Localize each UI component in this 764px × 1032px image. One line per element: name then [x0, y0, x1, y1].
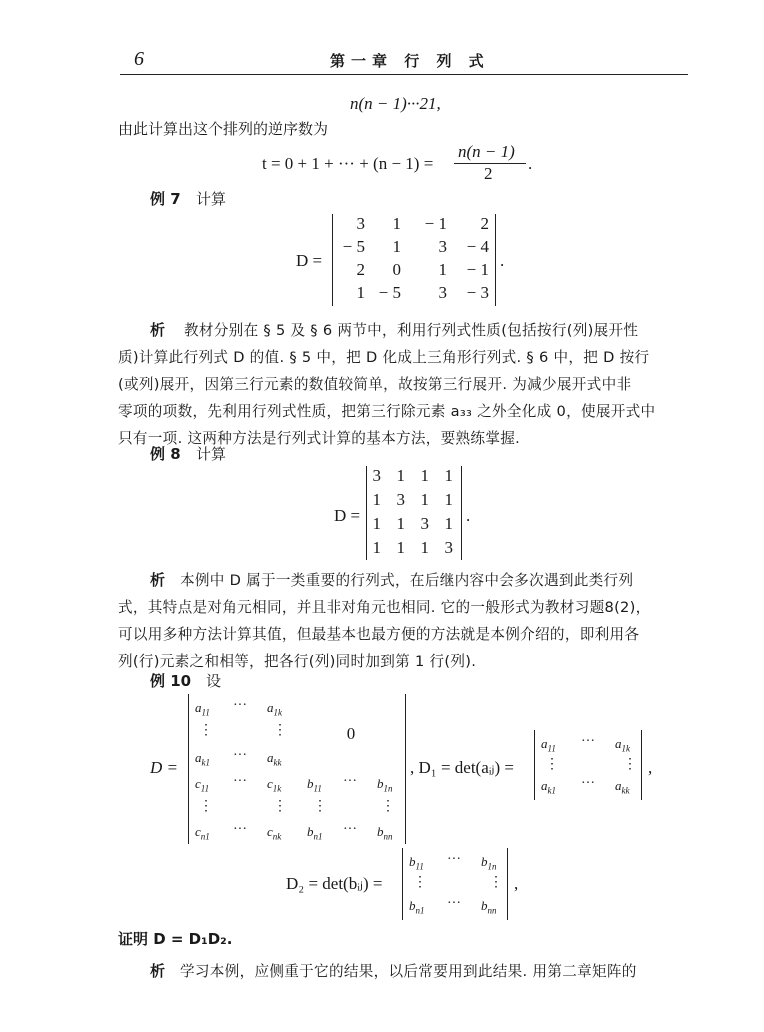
- entry-a1k: $a_{1k}$: [267, 700, 282, 718]
- analysis-10-text: [118, 958, 700, 985]
- h-dots: ···: [581, 734, 595, 749]
- det7-cell: 1: [356, 283, 365, 302]
- det7-cell: 2: [356, 260, 365, 279]
- d2-definition: D₂ = det(bᵢⱼ) =: [286, 874, 383, 893]
- det8-cell: 1: [444, 466, 453, 485]
- h-dots: ···: [233, 774, 247, 789]
- det8-cell: 1: [372, 514, 381, 533]
- entry-bn1: $b_{n1}$: [409, 898, 425, 916]
- permutation-line: n(n − 1)···21,: [350, 94, 441, 113]
- det8-cell: 3: [396, 490, 405, 509]
- text-line: 只有一项. 这两种方法是行列式计算的基本方法，要熟练掌握.: [118, 430, 521, 447]
- entry-ak1: $a_{k1}$: [195, 750, 210, 768]
- d1-determinant: [534, 730, 642, 800]
- d1-definition: , D₁ = det(aᵢⱼ) =: [410, 758, 515, 777]
- entry-cn1: $c_{n1}$: [195, 824, 210, 842]
- example-10-verb: 设: [206, 672, 222, 690]
- h-dots: ···: [343, 822, 357, 837]
- example-8-determinant: [366, 466, 462, 560]
- entry-a11: $a_{11}$: [541, 736, 556, 754]
- entry-b11: $b_{11}$: [409, 854, 424, 872]
- text-line: 质)计算此行列式 D 的值. § 5 中，把 D 化成上三角形行列式. § 6 中，把 D 按行: [118, 349, 650, 366]
- entry-a11: $a_{11}$: [195, 700, 210, 718]
- entry-a1k: $a_{1k}$: [615, 736, 630, 754]
- entry-cnk: $c_{nk}$: [267, 824, 282, 842]
- example-8-verb: 计算: [196, 445, 227, 463]
- det7-cell: − 1: [424, 214, 447, 233]
- v-dots: ⋮: [545, 757, 559, 772]
- entry-bnn: $b_{nn}$: [377, 824, 393, 842]
- text-line: 学习本例，应侧重于它的结果，以后常要用到此结果. 用第二章矩阵的: [180, 963, 637, 980]
- det8-cell: 1: [420, 466, 429, 485]
- det8-cell: 3: [372, 466, 381, 485]
- det8-cell: 3: [420, 514, 429, 533]
- det7-cell: 1: [392, 214, 401, 233]
- running-head: 第一章 行 列 式: [330, 52, 490, 70]
- det8-cell: 3: [444, 538, 453, 557]
- example-7-verb: 计算: [196, 190, 227, 208]
- entry-c11: $c_{11}$: [195, 776, 210, 794]
- v-dots: ⋮: [413, 875, 427, 890]
- example-7-determinant: [332, 214, 496, 306]
- det8-cell: 1: [420, 538, 429, 557]
- d1-comma: ,: [648, 758, 653, 777]
- det8-cell: 1: [444, 490, 453, 509]
- det7-cell: 3: [356, 214, 365, 233]
- det8-cell: 1: [396, 514, 405, 533]
- header-rule: [120, 74, 688, 75]
- h-dots: ···: [447, 896, 461, 911]
- entry-akk: $a_{kk}$: [615, 778, 630, 796]
- det7-cell: 3: [438, 237, 447, 256]
- block-determinant: [188, 694, 406, 844]
- d2-comma: ,: [514, 874, 519, 893]
- text-line: 教材分别在 § 5 及 § 6 两节中，利用行列式性质(包括按行(列)展开性: [184, 322, 639, 339]
- inversion-formula: t = 0 + 1 + ··· + (n − 1) =: [262, 154, 434, 173]
- det8-cell: 1: [444, 514, 453, 533]
- fraction-denominator: 2: [484, 164, 493, 183]
- analysis-7-label: 析: [150, 321, 166, 339]
- analysis-7-text: [118, 317, 700, 452]
- text-line: 式，其特点是对角元相同，并且非对角元也相同. 它的一般形式为教材习题8(2)，: [118, 599, 651, 616]
- v-dots: ⋮: [313, 799, 327, 814]
- example-8-period: .: [466, 506, 471, 525]
- text-line: 可以用多种方法计算其值，但最基本也最方便的方法就是本例介绍的，即利用各: [118, 626, 640, 643]
- h-dots: ···: [343, 774, 357, 789]
- v-dots: ⋮: [273, 799, 287, 814]
- d2-determinant: [402, 848, 508, 920]
- intro-sentence: 由此计算出这个排列的逆序数为: [118, 120, 329, 138]
- example-7-period: .: [500, 251, 505, 270]
- example-7-lhs: D =: [296, 251, 323, 270]
- v-dots: ⋮: [489, 875, 503, 890]
- text-line: 列(行)元素之和相等，把各行(列)同时加到第 1 行(列).: [118, 653, 477, 670]
- h-dots: ···: [233, 822, 247, 837]
- analysis-10-label: 析: [150, 962, 166, 980]
- text-line: (或列)展开，因第三行元素的数值较简单，故按第三行展开. 为减少展开式中非: [118, 376, 632, 393]
- det7-cell: 1: [392, 237, 401, 256]
- entry-bnn: $b_{nn}$: [481, 898, 497, 916]
- det7-cell: − 3: [466, 283, 489, 302]
- fraction-numerator: n(n − 1): [458, 142, 515, 161]
- entry-bn1: $b_{n1}$: [307, 824, 323, 842]
- det7-cell: 0: [392, 260, 401, 279]
- example-10-lhs: D =: [150, 758, 178, 777]
- det8-cell: 1: [420, 490, 429, 509]
- h-dots: ···: [233, 698, 247, 713]
- v-dots: ⋮: [273, 723, 287, 738]
- example-7-title: 例 7: [150, 190, 181, 208]
- page-number: 6: [134, 48, 144, 70]
- zero-block: 0: [346, 724, 356, 743]
- det7-cell: − 5: [342, 237, 365, 256]
- h-dots: ···: [447, 852, 461, 867]
- example-8-title: 例 8: [150, 445, 181, 463]
- det7-cell: − 4: [466, 237, 489, 256]
- formula-period: .: [528, 154, 533, 173]
- det7-cell: − 5: [378, 283, 401, 302]
- proof-statement: 证明 D = D₁D₂.: [118, 930, 233, 948]
- text-line: 本例中 D 属于一类重要的行列式，在后继内容中会多次遇到此类行列: [180, 572, 634, 589]
- det7-cell: 2: [480, 214, 489, 233]
- v-dots: ⋮: [199, 799, 213, 814]
- h-dots: ···: [581, 776, 595, 791]
- analysis-8-label: 析: [150, 571, 166, 589]
- v-dots: ⋮: [381, 799, 395, 814]
- entry-c1k: $c_{1k}$: [267, 776, 282, 794]
- det7-cell: 1: [438, 260, 447, 279]
- example-8-lhs: D =: [334, 506, 361, 525]
- det8-cell: 1: [396, 466, 405, 485]
- entry-b1n: $b_{1n}$: [377, 776, 393, 794]
- det8-cell: 1: [372, 538, 381, 557]
- entry-b1n: $b_{1n}$: [481, 854, 497, 872]
- det8-cell: 1: [372, 490, 381, 509]
- entry-b11: $b_{11}$: [307, 776, 322, 794]
- entry-ak1: $a_{k1}$: [541, 778, 556, 796]
- h-dots: ···: [233, 748, 247, 763]
- det7-cell: − 1: [466, 260, 489, 279]
- det7-cell: 3: [438, 283, 447, 302]
- example-10-title: 例 10: [150, 672, 192, 690]
- entry-akk: $a_{kk}$: [267, 750, 282, 768]
- text-line: 零项的项数，先利用行列式性质，把第三行除元素 a₃₃ 之外全化成 0，使展开式中: [118, 403, 656, 420]
- det8-cell: 1: [396, 538, 405, 557]
- v-dots: ⋮: [623, 757, 637, 772]
- v-dots: ⋮: [199, 723, 213, 738]
- analysis-8-text: [118, 567, 700, 675]
